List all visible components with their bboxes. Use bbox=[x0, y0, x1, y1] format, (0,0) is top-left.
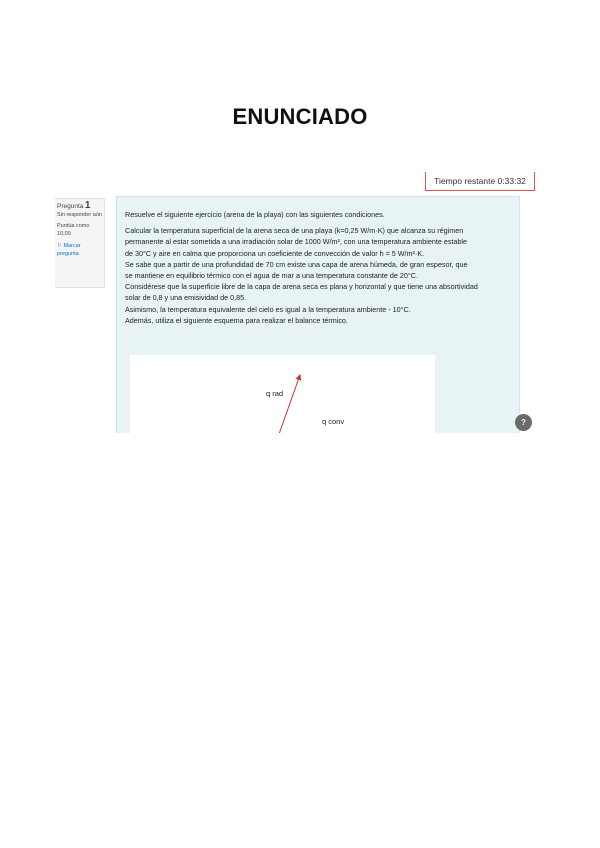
flag-question-link[interactable] bbox=[57, 242, 102, 258]
question-line: Calcular la temperatura superficial de la arena seca de una playa (k=0,25 W/m·K) que alcanza su régimen bbox=[125, 226, 464, 236]
question-number: 1 bbox=[84, 200, 91, 211]
question-intro: Resuelve el siguiente ejercicio (arena de la playa) con las siguientes condiciones. bbox=[125, 210, 385, 219]
quiz-screenshot bbox=[55, 168, 543, 433]
radiation-label: q rad bbox=[266, 389, 284, 398]
convection-label: q conv bbox=[322, 417, 345, 426]
radiation-arrow bbox=[278, 375, 300, 433]
question-line: solar de 0,8 y una emisividad de 0,85. bbox=[125, 293, 247, 303]
thermal-balance-diagram bbox=[130, 355, 435, 433]
question-line: Además, utiliza el siguiente esquema para realizar el balance térmico. bbox=[125, 315, 348, 325]
document-title: ENUNCIADO bbox=[232, 104, 368, 129]
question-line: Asimismo, la temperatura equivalente del cielo es igual a la temperatura ambiente - 10°C. bbox=[125, 304, 411, 314]
time-remaining: Tiempo restante 0:33:32 bbox=[425, 172, 535, 191]
question-line: de 30°C y aire en calma que proporciona un coeficiente de convección de valor h = 5 W/m²·K. bbox=[125, 248, 425, 258]
question-status: Sin responder aún bbox=[57, 212, 102, 218]
question-info-panel bbox=[55, 198, 105, 288]
flag-icon: ⚐ bbox=[57, 243, 64, 249]
help-button[interactable]: ? bbox=[515, 414, 532, 431]
question-label: Pregunta bbox=[57, 203, 84, 210]
question-line: Considérese que la superficie libre de la capa de arena seca es plana y horizontal y que tiene una absortividad bbox=[125, 282, 478, 292]
flag-label: Marcar pregunta bbox=[57, 243, 81, 257]
question-line: Se sabe que a partir de una profundidad de 70 cm existe una capa de arena húmeda, de gran espesor, que bbox=[125, 259, 468, 269]
question-score: Puntúa como 10,00 bbox=[57, 223, 90, 237]
question-content bbox=[116, 196, 520, 433]
question-line: se mantiene en equilibrio térmico con el agua de mar a una temperatura constante de 20°C. bbox=[125, 271, 418, 281]
question-line: permanente al estar sometida a una irradiación solar de 1000 W/m², con una temperatura ambiente estable bbox=[125, 237, 467, 247]
